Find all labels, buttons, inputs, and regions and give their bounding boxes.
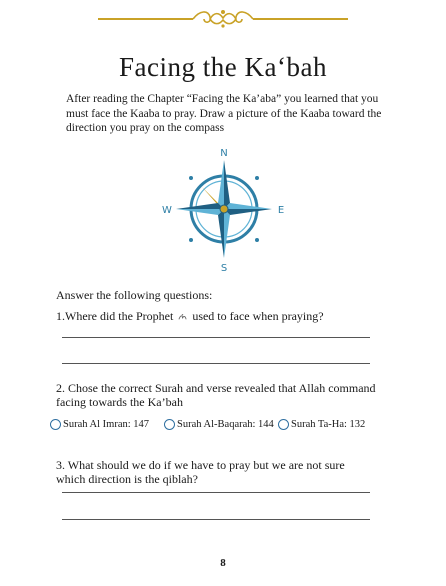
question-1-text-end: used to face when praying? [192, 309, 324, 323]
radio-circle[interactable] [164, 419, 175, 430]
answer-line-1b[interactable] [62, 363, 370, 364]
questions-heading: Answer the following questions: [56, 288, 213, 302]
question-1 [56, 309, 324, 323]
option-label: Surah Ta-Ha: 132 [291, 419, 366, 430]
option-surah-al-imran[interactable] [50, 419, 149, 430]
answer-line-1a[interactable] [62, 337, 370, 338]
compass-north-label: N [220, 148, 228, 159]
question-3: 3. What should we do if we have to pray but we are not sure which direction is the qiblah? [56, 458, 345, 486]
compass-east-label: E [277, 205, 285, 216]
radio-circle[interactable] [278, 419, 289, 430]
option-surah-ta-ha[interactable] [278, 419, 365, 430]
answer-line-3a[interactable] [62, 492, 370, 493]
compass-south-label: S [220, 263, 228, 273]
question-1-text-start: 1.Where did the Prophet [56, 309, 174, 323]
answer-line-3b[interactable] [62, 519, 370, 520]
intro-paragraph: After reading the Chapter “Facing the Ka’aba” you learned that you must face the Kaaba to pray. Draw a picture of the Kaaba toward the direction you pray on the compass [66, 93, 382, 134]
gold-flourish-divider-icon [98, 6, 348, 30]
page-number: 8 [220, 557, 226, 569]
option-label: Surah Al-Baqarah: 144 [177, 419, 274, 430]
radio-circle[interactable] [50, 419, 61, 430]
option-label: Surah Al Imran: 147 [63, 419, 150, 430]
question-2: 2. Chose the correct Surah and verse revealed that Allah command facing towards the Ka’bah [56, 381, 376, 409]
compass-west-label: W [162, 205, 172, 216]
option-surah-al-baqarah[interactable] [164, 419, 274, 430]
pbuh-calligraphy-icon [178, 313, 187, 322]
page-title: Facing the Ka‘bah [119, 52, 327, 82]
compass-rose-icon[interactable] [162, 146, 287, 273]
